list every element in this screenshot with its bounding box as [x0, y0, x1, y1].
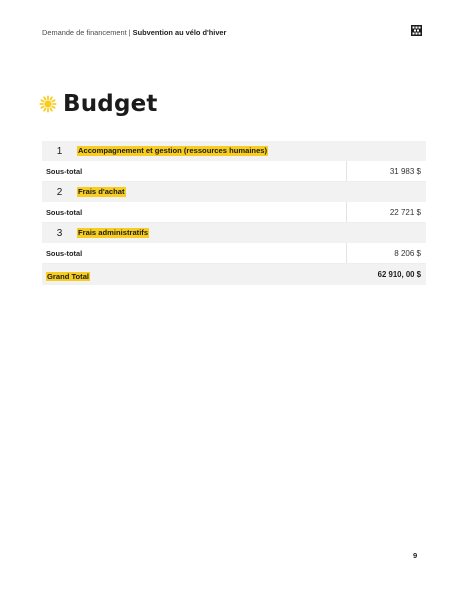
header-prefix: Demande de financement |	[42, 28, 131, 37]
subtotal-value: 8 206 $	[346, 243, 426, 263]
subtotal-row	[42, 161, 426, 182]
grand-total-label: Grand Total	[47, 271, 90, 281]
subtotal-label: Sous-total	[46, 166, 83, 176]
subtotal-value: 22 721 $	[346, 202, 426, 222]
subtotal-row	[42, 243, 426, 264]
page-title-row	[39, 89, 158, 119]
budget-section-row	[42, 223, 426, 243]
section-number: 1	[56, 145, 63, 157]
section-number: 3	[56, 227, 63, 239]
subtotal-row	[42, 202, 426, 223]
budget-section-row	[42, 182, 426, 202]
grand-total-value: 62 910, 00 $	[377, 270, 421, 279]
section-number: 2	[56, 186, 63, 198]
page-number: 9	[413, 551, 418, 560]
logo-icon	[411, 25, 422, 36]
subtotal-value: 31 983 $	[346, 161, 426, 181]
section-label: Frais d'achat	[78, 187, 125, 196]
grand-total-label-cell	[42, 266, 346, 284]
subtotal-label: Sous-total	[46, 207, 83, 217]
page-title: Budget	[63, 91, 158, 117]
budget-table	[42, 141, 426, 285]
header-title: Subvention au vélo d'hiver	[132, 28, 227, 37]
budget-section-row	[42, 141, 426, 161]
section-label: Accompagnement et gestion (ressources humaines)	[78, 146, 268, 155]
section-label: Frais administratifs	[78, 228, 149, 237]
document-header	[42, 28, 226, 37]
grand-total-row	[42, 264, 426, 285]
sun-icon	[39, 95, 57, 113]
subtotal-label: Sous-total	[46, 248, 83, 258]
